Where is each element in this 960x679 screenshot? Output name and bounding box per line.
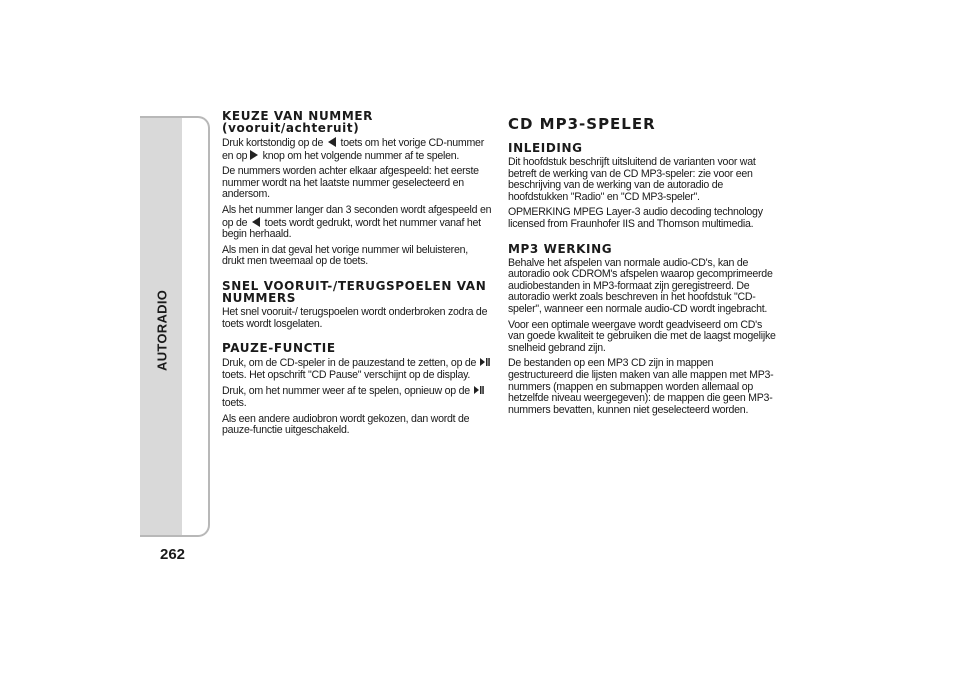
right-column — [508, 110, 780, 420]
section-title-intro: INLEIDING — [508, 141, 583, 155]
paragraph: De bestanden op een MP3 CD zijn in mappen gestructureerd die lijsten maken van alle mappen met MP3-nummers (mappen en submappen worden allemaal op hetzelfde niveau weergegeven): de mappen die geen MP3-nummers bevatten, kunnen niet geselecteerd worden. — [508, 357, 774, 416]
paragraph — [222, 205, 492, 241]
title-line: (vooruit/achteruit) — [222, 121, 360, 135]
section-title-mp3: MP3 WERKING — [508, 241, 613, 256]
title-line: SNEL VOORUIT-/TERUGSPOELEN VAN — [222, 278, 487, 293]
text-run: Als het nummer langer dan 3 seconden wordt afgespeeld en op de — [222, 203, 492, 229]
play-pause-icon — [480, 357, 490, 367]
paragraph — [222, 385, 492, 409]
section-title-track-select — [222, 110, 492, 134]
paragraph: Dit hoofdstuk beschrijft uitsluitend de varianten voor wat betreft de werking van de CD MP3-speler: zie voor een beschrijving van de werking van de autoradio de hoofdstukken "Radio" en "CD MP3-speler". — [508, 156, 756, 203]
paragraph: Behalve het afspelen van normale audio-CD's, kan de autoradio ook CDROM's afspelen waarop gecomprimeerde audiobestanden in MP3-formaat zijn geregistreerd. De autoradio werkt zoals beschreven in het hoofdstuk "CD-speler", wanneer een normale audio-CD wordt ingebracht. — [508, 256, 773, 315]
section-title-pause: PAUZE-FUNCTIE — [222, 341, 336, 356]
paragraph: Het snel vooruit-/ terugspoelen wordt onderbroken zodra de toets wordt losgelaten. — [222, 305, 488, 330]
text-run: toets. Het opschrift "CD Pause" verschijnt op de display. — [222, 368, 471, 381]
section-title-fast-forward — [222, 280, 492, 304]
text-run: knop om het volgende nummer af te spelen. — [262, 149, 460, 162]
text-run: toets om het vorige CD-nummer en op — [222, 137, 484, 162]
left-column — [222, 110, 492, 441]
text-run: Druk kortstondig op de — [222, 137, 324, 149]
paragraph: De nummers worden achter elkaar afgespeeld: het eerste nummer wordt na het laatste nummer geselecteerd en andersom. — [222, 165, 479, 201]
paragraph — [222, 137, 492, 162]
side-tab-label: AUTORADIO — [154, 289, 170, 371]
title-line: KEUZE VAN NUMMER — [222, 109, 374, 123]
text-run: Druk, om het nummer weer af te spelen, opnieuw op de — [222, 385, 470, 398]
text-run: Druk, om de CD-speler in de pauzestand te zetten, op de — [222, 357, 477, 370]
previous-track-icon — [252, 217, 260, 227]
title-line: NUMMERS — [222, 290, 296, 305]
chapter-title: CD MP3-SPELER — [508, 115, 656, 133]
paragraph: OPMERKING MPEG Layer-3 audio decoding technology licensed from Fraunhofer IIS and Thomson multimedia. — [508, 206, 763, 230]
paragraph: Als een andere audiobron wordt gekozen, dan wordt de pauze-functie uitgeschakeld. — [222, 412, 470, 437]
play-pause-icon — [474, 385, 484, 395]
paragraph — [222, 357, 492, 381]
text-run: toets. — [222, 396, 247, 409]
next-track-icon — [250, 150, 258, 160]
page-number: 262 — [160, 546, 186, 563]
text-run: toets wordt gedrukt, wordt het nummer vanaf het begin herhaald. — [222, 216, 481, 241]
paragraph: Voor een optimale weergave wordt geadviseerd om CD's van goede kwaliteit te gebruiken die met de laagst mogelijke snelheid gebrand zijn. — [508, 318, 776, 354]
previous-track-icon — [328, 137, 336, 147]
paragraph: Als men in dat geval het vorige nummer wil beluisteren, drukt men tweemaal op de toets. — [222, 243, 468, 268]
